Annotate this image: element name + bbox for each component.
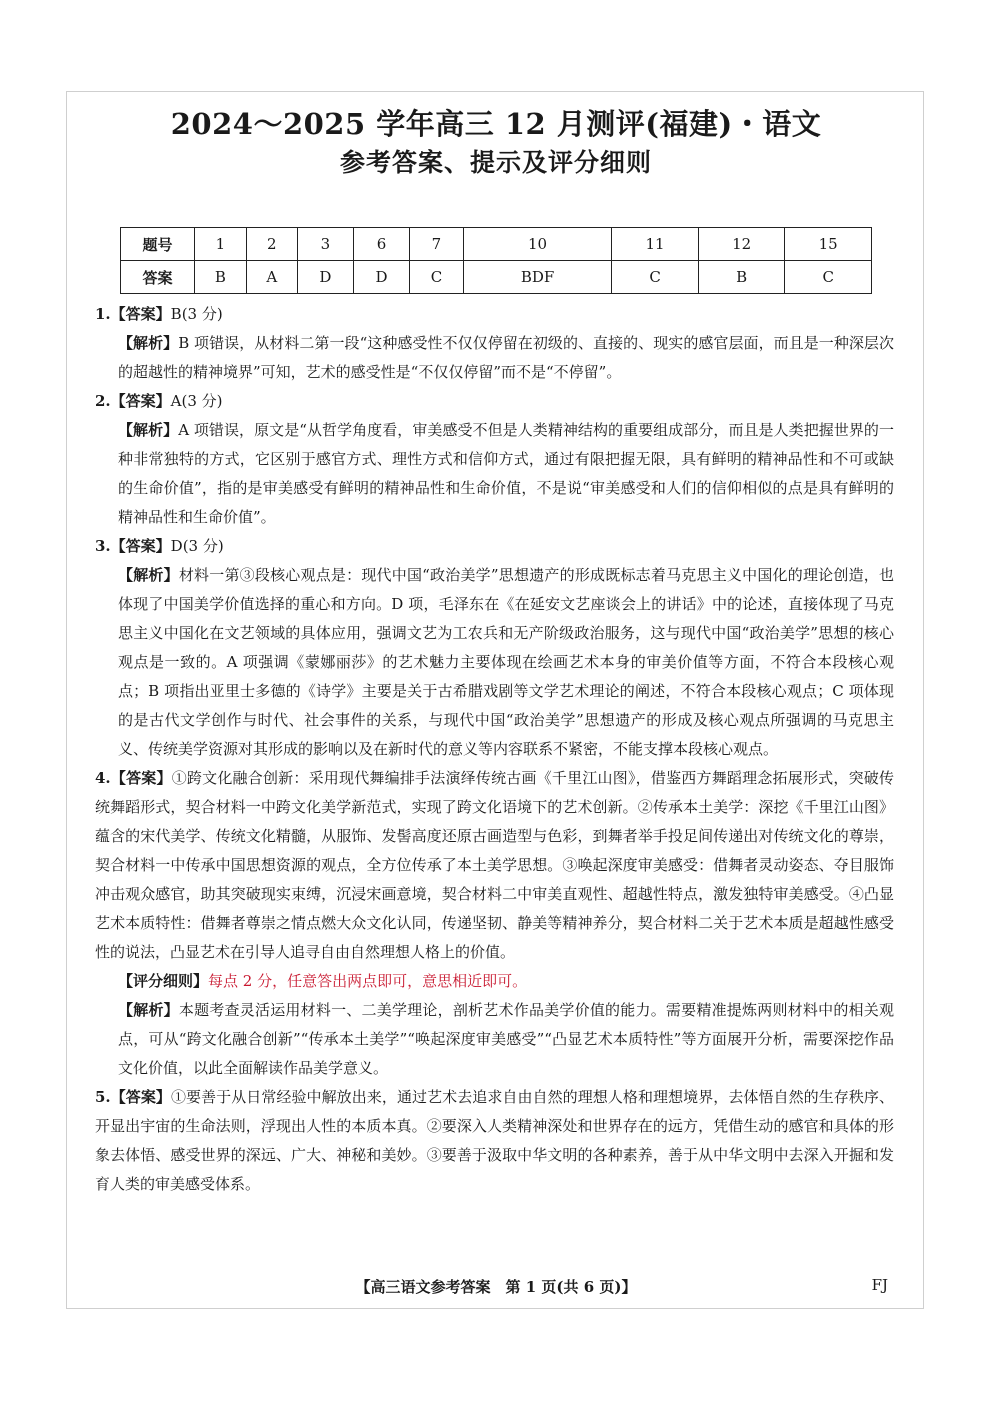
answer-value: ①要善于从日常经验中解放出来，通过艺术去追求自由自然的理想人格和理想境界，去体悟自然的生存秩序、开显出宇宙的生命法则，浮现出人性的本质本真。②要深入人类精神深处和世界存在的远方，凭借生动的感官和具体的形象去体悟、感受世界的深远、广大、神秘和美妙。③要善于汲取中华文明的各种素养，善于从中华文明中去深入开掘和发育人类的审美感受体系。 <box>95 1088 894 1193</box>
analysis-text: B 项错误，从材料二第一段“这种感受性不仅仅停留在初级的、直接的、现实的感官层面，而且是一种深层次的超越性的精神境界”可知，艺术的感受性是“不仅仅停留”而不是“不停留”。 <box>118 334 894 381</box>
page-subtitle: 参考答案、提示及评分细则 <box>339 148 652 177</box>
table-cell: 12 <box>698 228 785 261</box>
table-cell: C <box>612 261 699 294</box>
rubric-text: 每点 2 分，任意答出两点即可，意思相近即可。 <box>208 972 528 990</box>
table-cell: 3 <box>297 228 353 261</box>
table-cell: 1 <box>195 228 247 261</box>
table-row-answers <box>121 261 872 294</box>
analysis-text: A 项错误，原文是“从哲学角度看，审美感受不但是人类精神结构的重要组成部分，而且是人类把握世界的一种非常独特的方式，它区别于感官方式、理性方式和信仰方式，通过有限把握无限，具有鲜明的精神品性和不可或缺的生命价值”，指的是审美感受有鲜明的精神品性和生命价值，不是说“审美感受和人们的信仰相似的点是具有鲜明的精神品性和生命价值”。 <box>118 421 894 526</box>
q4-rubric <box>118 967 894 996</box>
table-cell: D <box>297 261 353 294</box>
page-footer: 【高三语文参考答案 第 1 页(共 6 页)】 <box>355 1278 637 1296</box>
q4-analysis <box>118 996 894 1083</box>
analysis-tag: 【解析】 <box>118 334 179 352</box>
answer-table <box>120 227 872 294</box>
analysis-tag: 【解析】 <box>118 566 179 584</box>
answer-value: A(3 分) <box>170 392 223 410</box>
footer-code: FJ <box>871 1276 888 1294</box>
answer-tag: 2.【答案】 <box>95 392 171 410</box>
answer-content <box>95 300 894 1199</box>
table-cell: A <box>246 261 297 294</box>
rubric-tag: 【评分细则】 <box>118 972 209 990</box>
table-cell: B <box>195 261 247 294</box>
table-cell: 7 <box>410 228 464 261</box>
analysis-tag: 【解析】 <box>118 1001 179 1019</box>
answer-value: B(3 分) <box>170 305 223 323</box>
table-cell: C <box>410 261 464 294</box>
table-cell: 15 <box>785 228 872 261</box>
page-title: 2024～2025 学年高三 12 月测评(福建)・语文 <box>170 107 822 141</box>
analysis-tag: 【解析】 <box>118 421 179 439</box>
q5-answer <box>95 1083 894 1199</box>
table-cell: B <box>698 261 785 294</box>
table-header-cell: 题号 <box>121 228 195 261</box>
analysis-text: 本题考查灵活运用材料一、二美学理论，剖析艺术作品美学价值的能力。需要精准提炼两则材料中的相关观点，可从“跨文化融合创新”“传承本土美学”“唤起深度审美感受”“凸显艺术本质特性”等方面展开分析，需要深挖作品文化价值，以此全面解读作品美学意义。 <box>118 1001 894 1077</box>
q1-analysis <box>118 329 894 387</box>
answer-tag: 4.【答案】 <box>95 769 172 787</box>
table-cell: 2 <box>246 228 297 261</box>
answer-tag: 5.【答案】 <box>95 1088 171 1106</box>
table-cell: 10 <box>463 228 611 261</box>
analysis-text: 材料一第③段核心观点是：现代中国“政治美学”思想遗产的形成既标志着马克思主义中国化的理论创造，也体现了中国美学价值选择的重心和方向。D 项，毛泽东在《在延安文艺座谈会上的讲话》中的论述，直接体现了马克思主义中国化在文艺领域的具体应用，强调文艺为工农兵和无产阶级政治服务，这与现代中国“政治美学”思想的核心观点是一致的。A 项强调《蒙娜丽莎》的艺术魅力主要体现在绘画艺术本身的审美价值等方面，不符合本段核心观点；B 项指出亚里士多德的《诗学》主要是关于古希腊戏剧等文学艺术理论的阐述，不符合本段核心观点；C 项体现的是古代文学创作与时代、社会事件的关系，与现代中国“政治美学”思想遗产的形成及核心观点所强调的马克思主义、传统美学资源对其形成的影响以及在新时代的意义等内容联系不紧密，不能支撑本段核心观点。 <box>118 566 894 758</box>
table-cell: 11 <box>612 228 699 261</box>
q3-answer <box>95 532 894 561</box>
q3-analysis <box>118 561 894 764</box>
answer-tag: 3.【答案】 <box>95 537 171 555</box>
table-cell: BDF <box>463 261 611 294</box>
q1-answer <box>95 300 894 329</box>
q2-analysis <box>118 416 894 532</box>
table-cell: D <box>353 261 409 294</box>
q2-answer <box>95 387 894 416</box>
answer-tag: 1.【答案】 <box>95 305 171 323</box>
answer-value: D(3 分) <box>170 537 224 555</box>
table-cell: C <box>785 261 872 294</box>
table-cell: 6 <box>353 228 409 261</box>
table-row-numbers <box>121 228 872 261</box>
table-header-cell: 答案 <box>121 261 195 294</box>
q4-answer <box>95 764 894 967</box>
answer-value: ①跨文化融合创新：采用现代舞编排手法演绎传统古画《千里江山图》，借鉴西方舞蹈理念拓展形式，突破传统舞蹈形式，契合材料一中跨文化美学新范式，实现了跨文化语境下的艺术创新。②传承本土美学：深挖《千里江山图》蕴含的宋代美学、传统文化精髓，从服饰、发髻高度还原古画造型与色彩，到舞者举手投足间传递出对传统文化的尊崇，契合材料一中传承中国思想资源的观点，全方位传承了本土美学思想。③唤起深度审美感受：借舞者灵动姿态、夺目服饰冲击观众感官，助其突破现实束缚，沉浸宋画意境，契合材料二中审美直观性、超越性特点，激发独特审美感受。④凸显艺术本质特性：借舞者尊崇之情点燃大众文化认同，传递坚韧、静美等精神养分，契合材料二关于艺术本质是超越性感受性的说法，凸显艺术在引导人追寻自由自然理想人格上的价值。 <box>95 769 894 961</box>
